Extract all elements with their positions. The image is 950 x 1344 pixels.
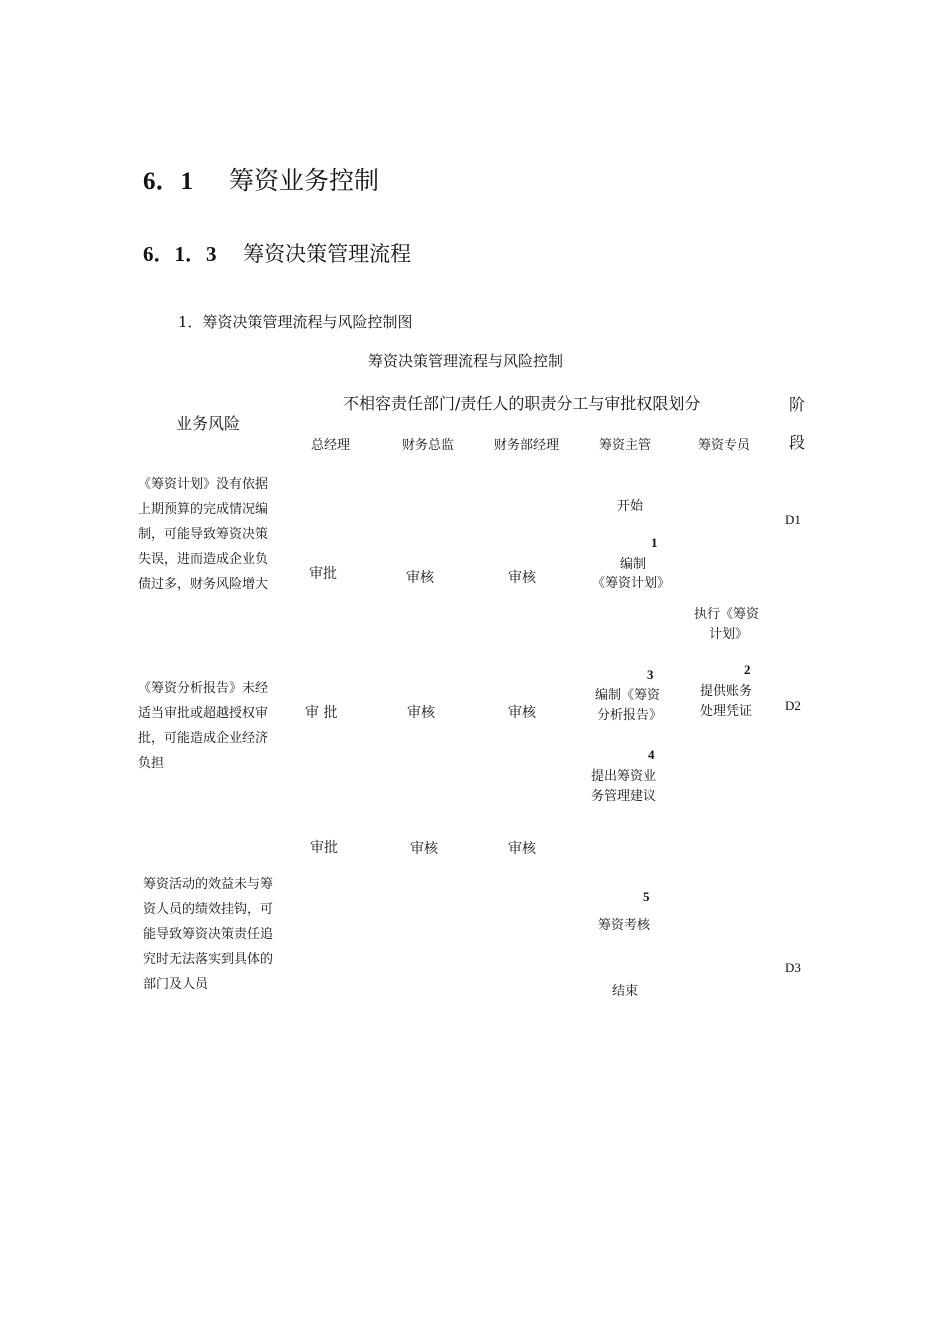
r2-review-cfo: 审核 xyxy=(407,705,435,721)
stage-header-2: 段 xyxy=(789,433,806,452)
step-1-number: 1 xyxy=(651,535,658,550)
step-2-line-b: 处理凭证 xyxy=(700,704,753,719)
r3-review-cfo: 审核 xyxy=(410,841,438,857)
table-caption: 筹资决策管理流程与风险控制 xyxy=(368,352,564,370)
step-3-number: 3 xyxy=(647,667,654,682)
col-cfo: 财务总监 xyxy=(402,438,455,453)
col-general-manager: 总经理 xyxy=(311,438,351,453)
risk-header: 业务风险 xyxy=(176,414,241,433)
stage-header-1: 阶 xyxy=(789,395,806,414)
step-3-line-b: 分析报告》 xyxy=(597,708,663,723)
r2-review-fm: 审核 xyxy=(508,705,536,721)
section-number: 6．1 xyxy=(143,168,194,195)
section-title: 筹资业务控制 xyxy=(228,166,379,195)
r2-approve: 审 批 xyxy=(305,705,338,721)
risk-3: 筹资活动的效益未与筹资人员的绩效挂钩，可能导致筹资决策责任追究时无法落实到具体的部门及人员 xyxy=(143,877,274,992)
r3-approve: 审批 xyxy=(310,840,338,856)
subsection-heading xyxy=(143,238,411,268)
stage-d1: D1 xyxy=(785,512,801,527)
exec-line-b: 计划》 xyxy=(709,627,749,642)
step-4-number: 4 xyxy=(648,747,655,762)
r3-review-fm: 审核 xyxy=(508,841,536,857)
section-heading xyxy=(143,161,379,197)
r1-review-fm: 审核 xyxy=(508,570,536,586)
stage-d3: D3 xyxy=(785,960,801,975)
risk-1: 《筹资计划》没有依据上期预算的完成情况编制，可能导致筹资决策失误，进而造成企业负债过多，财务风险增大 xyxy=(138,477,269,592)
step-1-line-a: 编制 xyxy=(620,557,647,572)
r1-review-cfo: 审核 xyxy=(406,570,434,586)
step-5-number: 5 xyxy=(643,889,650,904)
step-1-line-b: 《筹资计划》 xyxy=(592,576,671,591)
step-5-text: 筹资考核 xyxy=(598,918,651,933)
step-2-line-a: 提供账务 xyxy=(700,684,753,699)
exec-line-a: 执行《筹资 xyxy=(694,607,760,622)
node-end: 结束 xyxy=(612,984,639,999)
col-finance-manager: 财务部经理 xyxy=(494,438,560,453)
subsection-number: 6．1．3 xyxy=(143,242,217,266)
node-start: 开始 xyxy=(617,499,644,514)
subsection-title: 筹资决策管理流程 xyxy=(243,242,412,266)
step-4-line-b: 务管理建议 xyxy=(591,789,657,804)
col-financing-supervisor: 筹资主管 xyxy=(599,438,652,453)
step-2-number: 2 xyxy=(744,662,751,677)
col-financing-specialist: 筹资专员 xyxy=(698,438,751,453)
figure-label: 1．筹资决策管理流程与风险控制图 xyxy=(178,313,413,331)
step-3-line-a: 编制《筹资 xyxy=(595,688,661,703)
duty-header: 不相容责任部门/责任人的职责分工与审批权限划分 xyxy=(343,394,701,413)
risk-2: 《筹资分析报告》未经适当审批或超越授权审批，可能造成企业经济负担 xyxy=(138,681,269,771)
stage-d2: D2 xyxy=(785,698,801,713)
step-4-line-a: 提出筹资业 xyxy=(591,769,657,784)
r1-approve: 审批 xyxy=(309,566,337,582)
